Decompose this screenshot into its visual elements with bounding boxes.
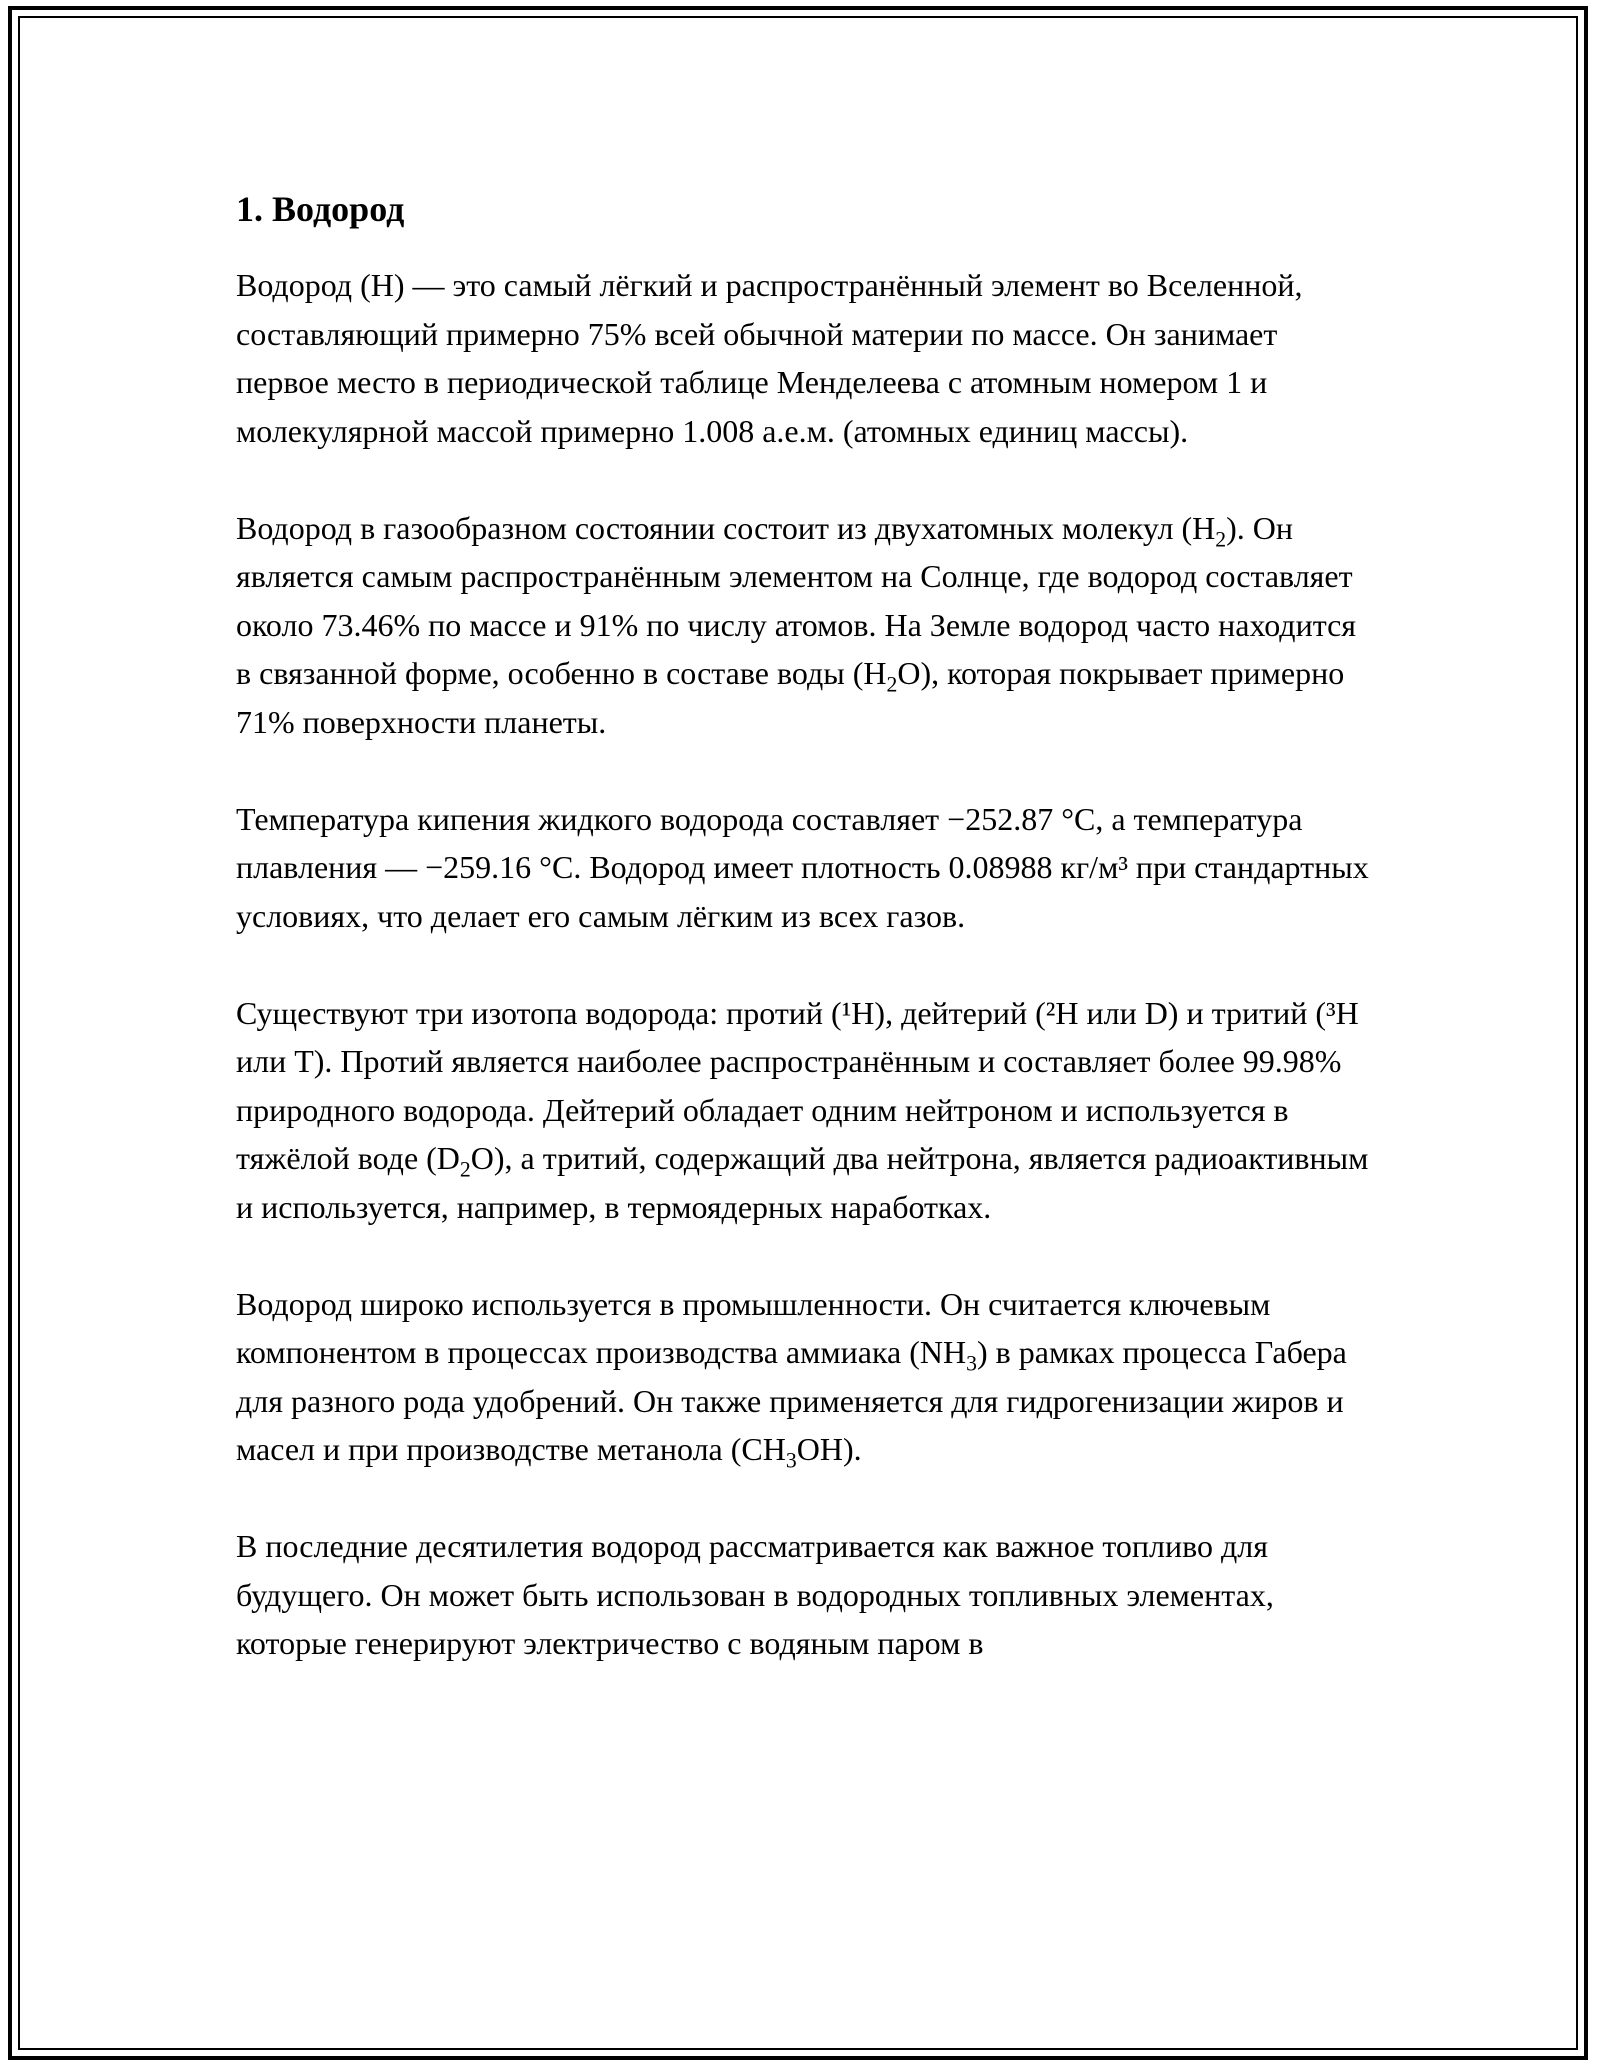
subscript: 2: [459, 1157, 471, 1182]
subscript: 3: [966, 1351, 977, 1376]
text-run: Температура кипения жидкого водорода составляет −252.87 °C, а температура плавления — −259.16 °C. Водород имеет плотность 0.08988 кг/м³ при стандартных условиях, что делает его самым лёгким из всех газов.: [236, 800, 1369, 934]
paragraph-1: [236, 261, 1376, 455]
text-run: Существуют три изотопа водорода: протий (¹H), дейтерий (²H или D) и тритий (³H или T). Протий является наиболее распространённым и составляет более 99.98% природного водорода. Дейтерий обладает одним нейтроном и используется в тяжёлой воде (D: [236, 994, 1359, 1177]
text-run: O), а тритий, содержащий два нейтрона, является радиоактивным и используется, например, в термоядерных наработках.: [236, 1140, 1369, 1225]
subscript: 2: [886, 672, 898, 697]
text-run: ). Он является самым распространённым элементом на Солнце, где водород составляет около 73.46% по массе и 91% по числу атомов. На Земле водород часто находится в связанной форме, особенно в составе воды (H: [236, 509, 1356, 692]
paragraph-3: [236, 795, 1376, 941]
text-run: В последние десятилетия водород рассматривается как важное топливо для будущего. Он может быть использован в водородных топливных элементах, которые генерируют электричество с водяным паром в: [236, 1528, 1274, 1662]
subscript: 3: [785, 1448, 797, 1473]
text-run: Водород (H) — это самый лёгкий и распространённый элемент во Вселенной, составляющий примерно 75% всей обычной материи по массе. Он занимает первое место в периодической таблице Менделеева с атомным номером 1 и молекулярной массой примерно 1.008 а.е.м. (атомных единиц массы).: [236, 267, 1303, 449]
text-run: Водород широко используется в промышленности. Он считается ключевым компонентом в процессах производства аммиака (NH: [236, 1285, 1271, 1371]
text-run: Водород в газообразном состоянии состоит из двухатомных молекул (H: [236, 509, 1216, 546]
paragraph-4: [236, 989, 1376, 1232]
paragraph-6: [236, 1522, 1376, 1668]
text-run: OH).: [796, 1431, 862, 1468]
text-run: O), которая покрывает примерно 71% поверхности планеты.: [236, 655, 1345, 740]
paragraph-5: [236, 1280, 1376, 1474]
text-run: ) в рамках процесса Габера для разного рода удобрений. Он также применяется для гидрогенизации жиров и масел и при производстве метанола (CH: [236, 1334, 1347, 1468]
document-body: [236, 188, 1376, 1716]
paragraph-2: [236, 504, 1376, 747]
section-heading: 1. Водород: [236, 189, 405, 229]
paragraph-list: [236, 261, 1376, 1668]
subscript: 2: [1215, 527, 1227, 552]
